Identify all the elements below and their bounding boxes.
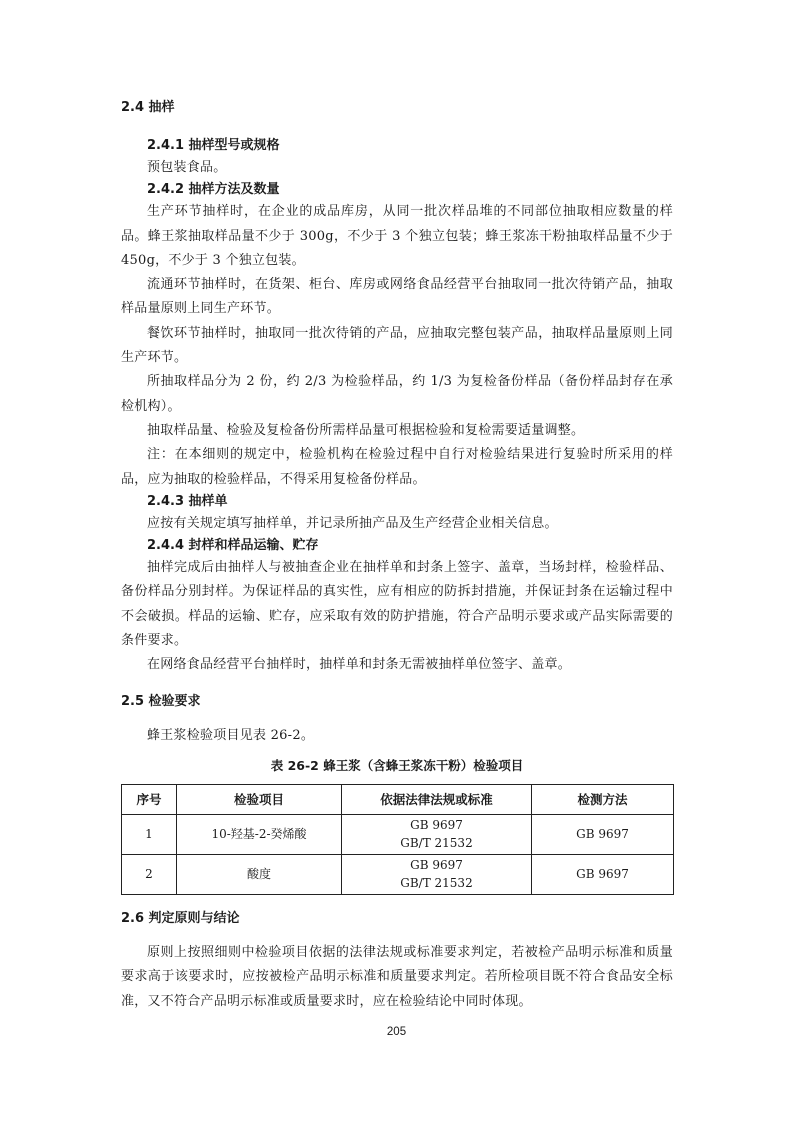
section-2-5-text: 蜂王浆检验项目见表 26-2。 bbox=[147, 727, 315, 743]
header-item: 检验项目 bbox=[177, 784, 342, 814]
sampling-note-paragraph: 注：在本细则的规定中，检验机构在检验过程中自行对检验结果进行复验时所采用的样品，应为抽取的检验样品，不得采用复检备份样品。 bbox=[121, 447, 673, 487]
basis-line: GB 9697 bbox=[410, 858, 463, 873]
section-2-4-1-text: 预包装食品。 bbox=[147, 160, 227, 175]
basis-line: GB/T 21532 bbox=[400, 836, 473, 851]
row-method: GB 9697 bbox=[532, 854, 674, 894]
section-2-6-heading: 2.6 判定原则与结论 bbox=[121, 910, 240, 926]
sample-quantity-paragraph: 抽取样品量、检验及复检备份所需样品量可根据检验和复检需要适量调整。 bbox=[147, 422, 585, 438]
header-basis: 依据法律法规或标准 bbox=[342, 784, 532, 814]
section-2-4-4-heading: 2.4.4 封样和样品运输、贮存 bbox=[147, 538, 319, 554]
row-basis bbox=[342, 814, 532, 854]
inspection-items-table bbox=[121, 784, 674, 895]
sample-split-paragraph: 所抽取样品分为 2 份，约 2/3 为检验样品，约 1/3 为复检备份样品（备份样品封存在承检机构）。 bbox=[121, 374, 673, 414]
section-2-4-2-heading: 2.4.2 抽样方法及数量 bbox=[147, 182, 280, 198]
online-sealing-paragraph: 在网络食品经营平台抽样时，抽样单和封条无需被抽样单位签字、盖章。 bbox=[147, 657, 572, 673]
basis-line: GB 9697 bbox=[410, 818, 463, 833]
row-number: 2 bbox=[122, 854, 177, 894]
section-2-5-heading: 2.5 检验要求 bbox=[121, 693, 201, 709]
page-content bbox=[121, 98, 673, 1014]
row-item: 酸度 bbox=[177, 854, 342, 894]
sampling-circulation-paragraph: 流通环节抽样时，在货架、柜台、库房或网络食品经营平台抽取同一批次待销产品，抽取样品量原则上同生产环节。 bbox=[121, 277, 673, 317]
section-2-4-3-heading: 2.4.3 抽样单 bbox=[147, 493, 228, 509]
page-number: 205 bbox=[386, 1026, 407, 1038]
sampling-production-paragraph: 生产环节抽样时，在企业的成品库房，从同一批次样品堆的不同部位抽取相应数量的样品。蜂王浆抽取样品量不少于 300g，不少于 3 个独立包装；蜂王浆冻干粉抽取样品量不少于 450g，不少于 3 个独立包装。 bbox=[121, 204, 673, 268]
basis-line: GB/T 21532 bbox=[400, 876, 473, 891]
row-method: GB 9697 bbox=[532, 814, 674, 854]
row-number: 1 bbox=[122, 814, 177, 854]
section-2-6-text: 原则上按照细则中检验项目依据的法律法规或标准要求判定，若被检产品明示标准和质量要求高于该要求时，应按被检产品明示标准和质量要求判定。若所检项目既不符合食品安全标准，又不符合产品明示标准或质量要求时，应在检验结论中同时体现。 bbox=[121, 944, 673, 1009]
sealing-paragraph: 抽样完成后由抽样人与被抽查企业在抽样单和封条上签字、盖章，当场封样，检验样品、备份样品分别封样。为保证样品的真实性，应有相应的防拆封措施，并保证封条在运输过程中不会破损。样品的运输、贮存，应采取有效的防护措施，符合产品明示要求或产品实际需要的条件要求。 bbox=[121, 560, 673, 649]
row-basis bbox=[342, 854, 532, 894]
table-row bbox=[122, 854, 674, 894]
table-caption: 表 26-2 蜂王浆（含蜂王浆冻干粉）检验项目 bbox=[270, 757, 524, 773]
header-method: 检测方法 bbox=[532, 784, 674, 814]
header-number: 序号 bbox=[122, 784, 177, 814]
row-item: 10-羟基-2-癸烯酸 bbox=[177, 814, 342, 854]
sampling-catering-paragraph: 餐饮环节抽样时，抽取同一批次待销的产品，应抽取完整包装产品，抽取样品量原则上同生产环节。 bbox=[121, 325, 673, 366]
table-header-row bbox=[122, 784, 674, 814]
table-row bbox=[122, 814, 674, 854]
section-2-4-3-text: 应按有关规定填写抽样单，并记录所抽产品及生产经营企业相关信息。 bbox=[147, 515, 558, 531]
section-2-4-heading: 2.4 抽样 bbox=[121, 100, 175, 115]
section-2-4-1-heading: 2.4.1 抽样型号或规格 bbox=[147, 138, 280, 153]
